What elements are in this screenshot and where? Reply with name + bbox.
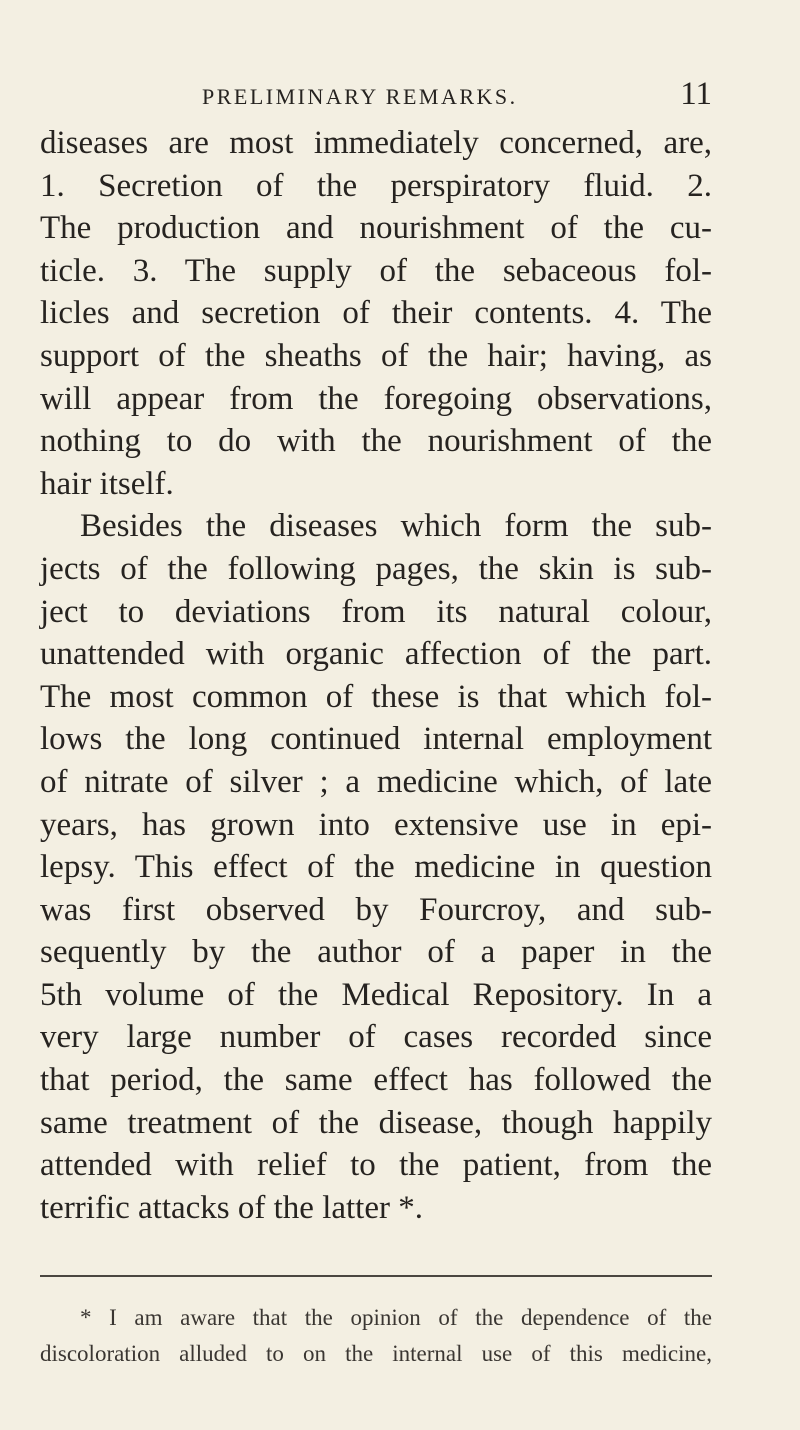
text-line: diseases are most immediately concerned, are, bbox=[40, 125, 712, 161]
text-line: will appear from the foregoing observations, bbox=[40, 380, 712, 417]
running-title: PRELIMINARY REMARKS. bbox=[202, 84, 518, 109]
text-line: hair itself. bbox=[40, 465, 174, 502]
footnote bbox=[40, 1300, 712, 1372]
footnote-divider bbox=[40, 1275, 712, 1277]
text-line: that period, the same effect has followed the bbox=[40, 1062, 712, 1099]
text-line: nothing to do with the nourishment of the bbox=[40, 423, 712, 460]
text-line: lows the long continued internal employment bbox=[40, 721, 712, 758]
text-line: years, has grown into extensive use in epi- bbox=[40, 806, 712, 843]
page-number: 11 bbox=[680, 76, 712, 112]
text-line: unattended with organic affection of the part. bbox=[40, 636, 712, 673]
text-line: was first observed by Fourcroy, and sub- bbox=[40, 891, 712, 928]
text-line: The production and nourishment of the cu- bbox=[40, 210, 712, 247]
page-header bbox=[40, 78, 712, 114]
text-line: terrific attacks of the latter *. bbox=[40, 1189, 423, 1226]
text-line: licles and secretion of their contents. 4. The bbox=[40, 295, 712, 332]
text-line: ticle. 3. The supply of the sebaceous fol- bbox=[40, 252, 712, 289]
text-line: same treatment of the disease, though happily bbox=[40, 1104, 712, 1141]
text-line: very large number of cases recorded since bbox=[40, 1019, 712, 1056]
text-line: jects of the following pages, the skin is sub- bbox=[40, 550, 712, 587]
text-line: ject to deviations from its natural colour, bbox=[40, 593, 712, 630]
text-line: 1. Secretion of the perspiratory fluid. 2. bbox=[40, 167, 712, 204]
text-line: lepsy. This effect of the medicine in question bbox=[40, 849, 712, 886]
text-line: of nitrate of silver ; a medicine which, of late bbox=[40, 763, 712, 800]
footnote-line: * I am aware that the opinion of the dependence of the bbox=[80, 1305, 712, 1330]
text-line: The most common of these is that which fol- bbox=[40, 678, 712, 715]
text-line: sequently by the author of a paper in the bbox=[40, 934, 712, 971]
text-line: Besides the diseases which form the sub- bbox=[80, 508, 712, 545]
text-line: 5th volume of the Medical Repository. In a bbox=[40, 976, 712, 1013]
text-line: support of the sheaths of the hair; having, as bbox=[40, 337, 712, 374]
text-line: attended with relief to the patient, from the bbox=[40, 1147, 712, 1184]
footnote-line: discoloration alluded to on the internal use of this medicine, bbox=[40, 1341, 712, 1366]
body-text bbox=[40, 122, 712, 1229]
